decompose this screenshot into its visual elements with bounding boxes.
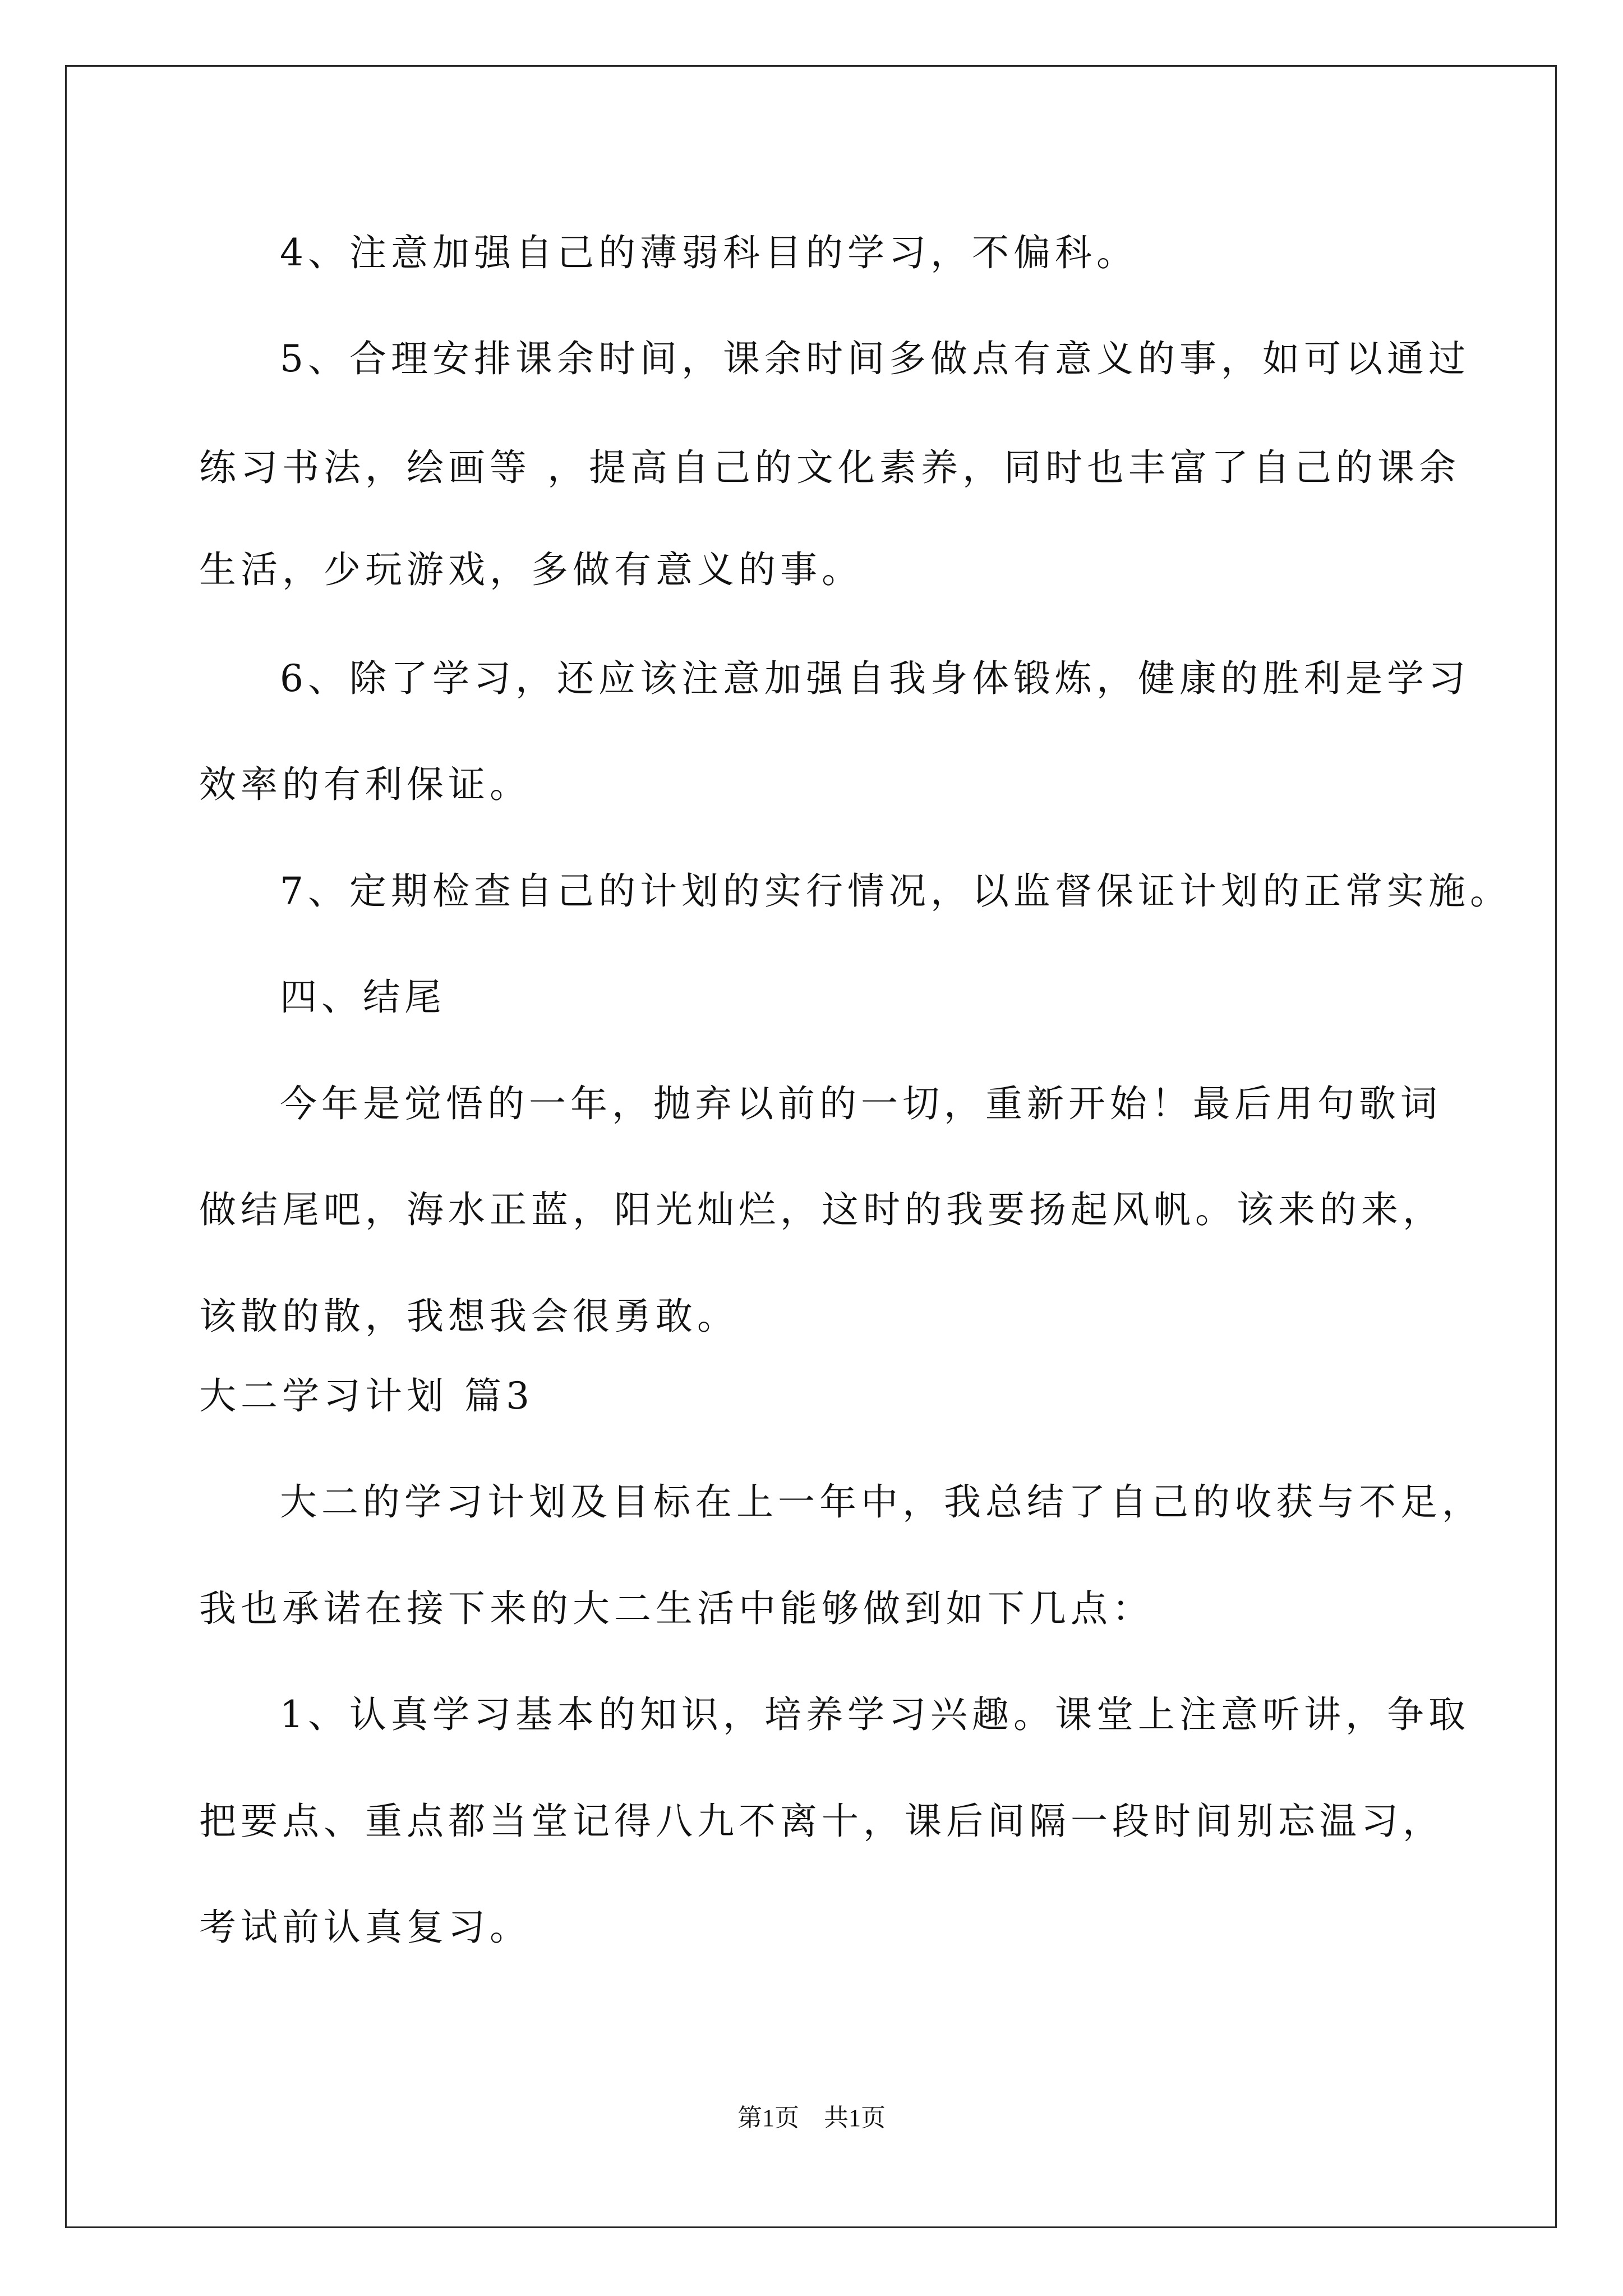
list-item-7: 7、定期检查自己的计划的实行情况，以监督保证计划的正常实施。 [280,869,1511,913]
paragraph-line: 我也承诺在接下来的大二生活中能够做到如下几点： [199,1587,1154,1630]
paragraph-line: 把要点、重点都当堂记得八九不离十，课后间隔一段时间别忘温习， [199,1800,1444,1843]
article-title: 大二学习计划 篇3 [199,1374,534,1418]
page-footer: 第1页 共1页 [737,2104,886,2132]
paragraph-line: 大二的学习计划及目标在上一年中，我总结了自己的收获与不足， [280,1480,1483,1524]
paragraph-line: 效率的有利保证。 [199,763,531,806]
paragraph-line: 生活，少玩游戏，多做有意义的事。 [199,548,863,591]
list-item-5: 5、合理安排课余时间，课余时间多做点有意义的事，如可以通过 [280,337,1470,380]
paragraph-line: 该散的散，我想我会很勇敢。 [199,1295,739,1338]
list-item-1: 1、认真学习基本的知识，培养学习兴趣。课堂上注意听讲，争取 [280,1693,1470,1736]
paragraph-line: 练习书法，绘画等 ，提高自己的文化素养，同时也丰富了自己的课余 [199,446,1460,489]
paragraph-line: 做结尾吧，海水正蓝，阳光灿烂，这时的我要扬起风帆。该来的来， [199,1188,1444,1231]
section-heading: 四、结尾 [280,976,446,1019]
paragraph-line: 今年是觉悟的一年，抛弃以前的一切，重新开始！最后用句歌词 [280,1082,1442,1125]
list-item-6: 6、除了学习，还应该注意加强自我身体锻炼，健康的胜利是学习 [280,657,1470,700]
list-item-4: 4、注意加强自己的薄弱科目的学习，不偏科。 [280,231,1138,274]
paragraph-line: 考试前认真复习。 [199,1906,531,1949]
